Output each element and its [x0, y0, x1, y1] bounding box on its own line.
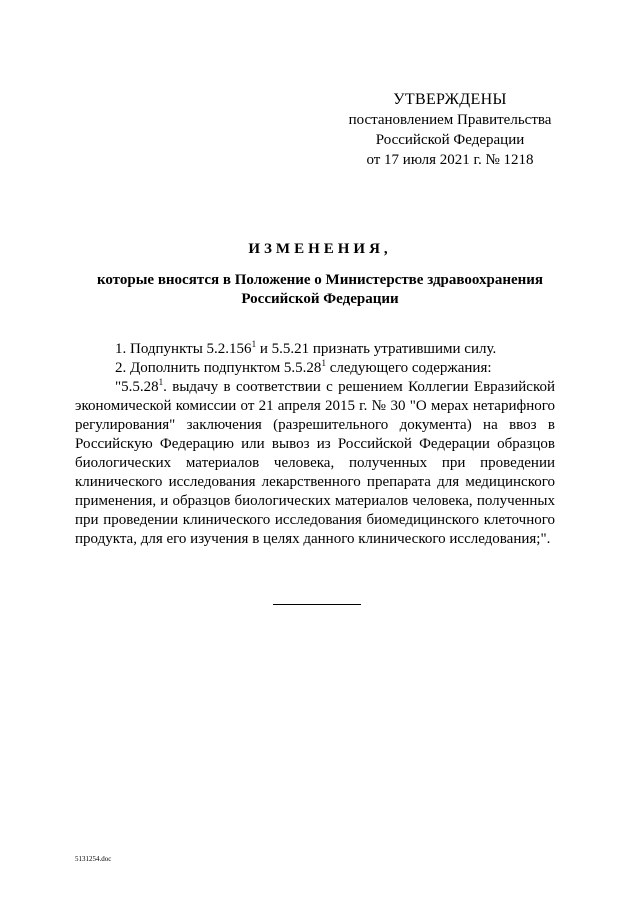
- item-1-text-end: и 5.5.21 признать утратившими силу.: [256, 341, 497, 357]
- item-1: [75, 340, 555, 359]
- quote-number: "5.5.28: [115, 379, 159, 395]
- document-code: 5131254.doc: [75, 855, 112, 863]
- approval-line-2: Российской Федерации: [375, 132, 525, 148]
- closing-rule: [273, 604, 361, 605]
- approval-title: УТВЕРЖДЕНЫ: [393, 91, 507, 108]
- approval-block: [330, 90, 570, 170]
- document-subtitle-line-1: которые вносятся в Положение о Министерстве здравоохранения: [96, 272, 544, 288]
- item-2: [75, 359, 555, 378]
- quote-text: . выдачу в соответствии с решением Коллегии Евразийской экономической комиссии от 21 апреля 2015 г. № 30 "О мерах нетарифного регулирования" заключения (разрешительного документа) на ввоз в Российскую Федерацию или вывоз из Российской Федерации образцов биологических материалов человека, полученных при проведении клинического исследования лекарственного препарата для медицинского применения, и образцов биологических материалов человека, полученных при проведении клинического исследования биомедицинского клеточного продукта, для его изучения в целях данного клинического исследования;".: [75, 379, 555, 547]
- quoted-subparagraph: [75, 378, 555, 549]
- item-1-superscript: 1: [251, 339, 257, 349]
- item-2-text: 2. Дополнить подпунктом 5.5.28: [115, 360, 322, 376]
- document-subtitle-line-2: Российской Федерации: [241, 291, 399, 307]
- document-body: [75, 340, 555, 549]
- quote-superscript: 1: [158, 377, 164, 387]
- approval-line-1: постановлением Правительства: [348, 112, 552, 128]
- item-2-text-end: следующего содержания:: [325, 360, 492, 376]
- document-heading: [60, 240, 580, 309]
- approval-line-3: от 17 июля 2021 г. № 1218: [366, 152, 534, 168]
- item-1-text: 1. Подпункты 5.2.156: [115, 341, 252, 357]
- document-title: ИЗМЕНЕНИЯ,: [248, 241, 392, 257]
- item-2-superscript: 1: [321, 358, 326, 368]
